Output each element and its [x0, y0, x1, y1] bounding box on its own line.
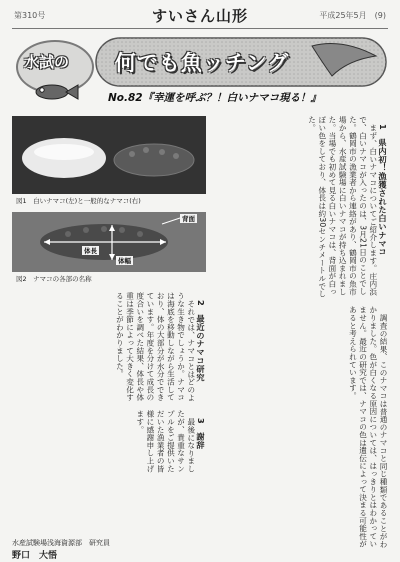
- section-1-body: まず、白いナマコについてご紹介します。庄内浜で、白いナマコが入ったのは、3月21日のことでした。鶴岡市の漁業者から連絡があり、鶴岡市の魚市場から、水産試験場に白いナマコが持ち込まれました。当場でも初めて見る白いナマコは、背面が白っぽい色をしており、体長は約30センチメートルでした。: [307, 116, 378, 298]
- corner-banner: [12, 36, 388, 110]
- figure-1-photo: [12, 116, 206, 194]
- page-header: [0, 0, 400, 32]
- article-column-1: [210, 116, 388, 300]
- label-body-width: 体幅: [118, 257, 131, 265]
- label-body-length: 体長: [84, 247, 97, 255]
- figure-2-photo: [12, 212, 206, 272]
- publication-date: [319, 10, 386, 21]
- fish-mascot-icon: [32, 82, 80, 102]
- sea-cucumber-anatomy-image: [12, 212, 206, 272]
- section-1-heading: 1 県内初！漁獲された白いナマコ: [378, 124, 388, 257]
- section-3-body: 調査の結果、このナマコは普通のナマコと同じ種類であることがわかりました。色が白くなる原因については、はっきりとはわかっていません。最近の研究では、ナマコの色は遺伝によって決まる可能性があると考えられています。: [348, 306, 388, 548]
- newsletter-title: すいさん山形: [151, 7, 248, 25]
- article-column-3: [210, 306, 388, 552]
- article-column-2: [12, 292, 206, 404]
- figure-area: [12, 116, 206, 286]
- logo-text: 水試の: [24, 53, 70, 71]
- label-back: 背面: [182, 215, 195, 223]
- issue-number: 第310号: [14, 11, 46, 20]
- sea-cucumber-comparison-image: [12, 116, 206, 194]
- corner-title: 何でも魚ッチング: [114, 51, 290, 75]
- section-2-body: それでは、ナマコとはどのような生き物でしょうか。ナマコは海底を移動しながら生活しており、体の大部分が水分でできています。年度を分けて成長の度合いを調べた結果、体長や体重は季節によって大きく変化することがわかりました。: [115, 292, 196, 402]
- author-organization: 水産試験場浅海資源部 研究員: [12, 539, 110, 547]
- figure-1-caption: 図1 白いナマコ(左)と一般的なナマコ(右): [16, 197, 141, 205]
- author-name: 野口 大悟: [12, 551, 58, 561]
- section-4-body: 最後になりましたが、貴重なサンプルをご提供いただいた漁業者の皆様に感謝申し上げます。: [135, 410, 196, 473]
- article-column-4: [12, 410, 206, 474]
- date-text: 平成25年5月: [319, 11, 367, 20]
- author-credit: [12, 538, 206, 561]
- page-number: (9): [374, 11, 386, 20]
- header-rule: [12, 28, 388, 29]
- section-2-heading: 2 最近のナマコ研究: [196, 300, 206, 382]
- article-subtitle: No.82『幸運を呼ぶ？！白いナマコ現る！』: [108, 92, 322, 104]
- figure-2-caption: 図2 ナマコの各部の名称: [16, 275, 92, 283]
- section-4-heading: 3 謝辞: [196, 418, 206, 450]
